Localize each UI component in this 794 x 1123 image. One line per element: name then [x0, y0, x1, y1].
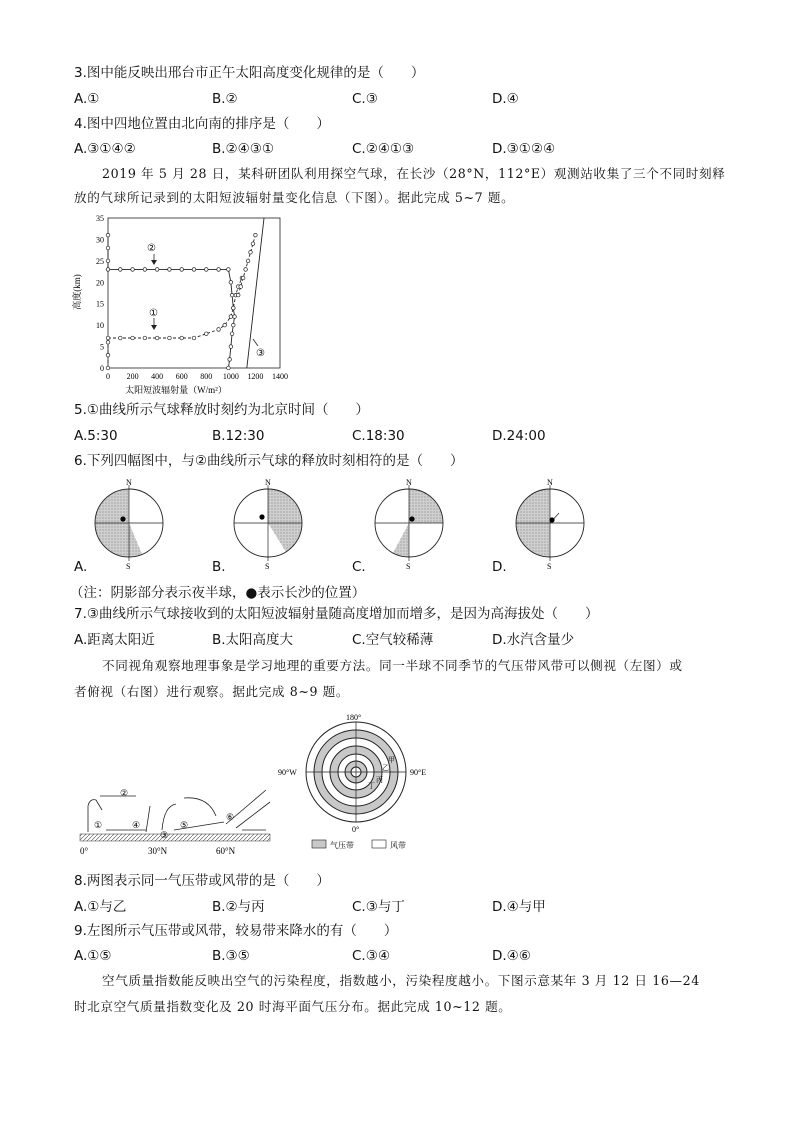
data-point	[106, 340, 110, 344]
data-point	[118, 336, 122, 340]
x-tick-label: 1200	[247, 372, 264, 381]
svg-text:甲: 甲	[388, 756, 395, 764]
svg-text:②: ②	[120, 788, 129, 798]
globe-a[interactable]	[95, 478, 163, 571]
data-point	[227, 268, 231, 272]
q4-option-c[interactable]: C.②④①③	[352, 141, 415, 157]
svg-text:N: N	[126, 478, 132, 487]
q5-option-b[interactable]: B.12:30	[212, 428, 265, 444]
annotation-3	[253, 339, 265, 359]
q3-option-c[interactable]: C.③	[352, 91, 378, 107]
intro2-line2: 者俯视（右图）进行观察。据此完成 8~9 题。	[74, 684, 350, 699]
q3-option-d[interactable]: D.④	[492, 91, 519, 107]
q7-option-c[interactable]: C.空气较稀薄	[352, 632, 434, 648]
q4-option-b[interactable]: B.②④③①	[212, 141, 274, 157]
globe-b[interactable]	[234, 478, 302, 571]
data-point	[254, 233, 258, 237]
data-point	[168, 268, 172, 272]
q6-option-b[interactable]: B.	[212, 559, 226, 575]
data-point	[106, 246, 110, 250]
data-point	[155, 336, 159, 340]
x-tick-label: 200	[126, 372, 139, 381]
svg-text:丙: 丙	[376, 776, 383, 784]
data-point	[118, 268, 122, 272]
q9-option-c[interactable]: C.③④	[352, 948, 390, 964]
q5-option-c[interactable]: C.18:30	[352, 428, 405, 444]
data-point	[217, 268, 221, 272]
q8-option-d[interactable]: D.④与甲	[492, 899, 546, 915]
data-point	[143, 336, 147, 340]
data-point	[106, 336, 110, 340]
data-point	[204, 268, 208, 272]
svg-text:S: S	[265, 562, 270, 571]
y-tick-label: 25	[96, 256, 104, 266]
x-tick-label: 400	[151, 372, 164, 381]
data-point	[204, 332, 208, 336]
data-point	[131, 336, 135, 340]
label-3: ③	[256, 348, 265, 359]
data-point	[106, 366, 110, 370]
q9-option-b[interactable]: B.③⑤	[212, 948, 250, 964]
y-tick-label: 5	[100, 342, 104, 352]
data-point	[230, 293, 234, 297]
svg-text:风带: 风带	[390, 841, 406, 850]
series-line-3	[247, 218, 264, 368]
y-axis-label: 高度(km)	[72, 274, 82, 310]
globe-c[interactable]	[375, 478, 443, 571]
y-tick-label: 0	[100, 364, 104, 373]
q3-option-a[interactable]: A.①	[74, 91, 100, 107]
svg-text:丁: 丁	[368, 782, 375, 790]
intro1-line1: 2019 年 5 月 28 日，某科研团队利用探空气球，在长沙（28°N，112°E）观测站收集了三个不同时刻释	[102, 166, 726, 181]
svg-text:N: N	[406, 478, 412, 487]
data-point	[232, 306, 236, 310]
q9-stem: 9.左图所示气压带或风带，较易带来降水的有（ ）	[74, 923, 398, 939]
svg-text:0°: 0°	[80, 846, 89, 856]
data-point	[106, 353, 110, 357]
data-point	[239, 285, 243, 289]
svg-text:180°: 180°	[346, 713, 362, 722]
x-tick-label: 800	[200, 372, 213, 381]
data-point	[246, 259, 250, 263]
top-view-figure	[276, 712, 446, 862]
q3-stem: 3.图中能反映出邢台市正午太阳高度变化规律的是（ ）	[74, 65, 425, 81]
q7-stem: 7.③曲线所示气球接收到的太阳短波辐射量随高度增加而增多，是因为高海拔处（ ）	[74, 606, 599, 622]
svg-text:气压带: 气压带	[330, 841, 354, 850]
data-point	[217, 328, 221, 332]
data-point	[192, 336, 196, 340]
data-point	[180, 336, 184, 340]
q5-stem: 5.①曲线所示气球释放时刻约为北京时间（ ）	[74, 402, 369, 418]
svg-text:⑥: ⑥	[226, 812, 235, 822]
q9-option-a[interactable]: A.①⑤	[74, 948, 112, 964]
data-point	[192, 268, 196, 272]
data-point	[229, 315, 233, 319]
svg-text:S: S	[406, 562, 411, 571]
q8-option-b[interactable]: B.②与丙	[212, 899, 265, 915]
x-tick-label: 1400	[272, 372, 288, 381]
x-axis-label: 太阳短波辐射量（W/m²）	[125, 385, 227, 395]
svg-text:0°: 0°	[352, 825, 360, 834]
data-point	[228, 358, 232, 362]
svg-text:N: N	[265, 478, 271, 487]
svg-text:N: N	[547, 478, 553, 487]
svg-text:90°E: 90°E	[410, 768, 427, 777]
svg-text:③: ③	[160, 830, 169, 840]
series-line-0	[108, 278, 242, 368]
q8-option-a[interactable]: A.①与乙	[74, 899, 127, 915]
label-2: ②	[147, 243, 156, 254]
y-tick-label: 30	[96, 235, 104, 245]
intro1-line2: 放的气球所记录到的太阳短波辐射量变化信息（下图）。据此完成 5~7 题。	[74, 190, 515, 205]
annotation-1	[149, 308, 158, 330]
q5-option-a[interactable]: A.5:30	[74, 428, 118, 444]
data-point	[236, 293, 240, 297]
y-tick-label: 15	[96, 299, 104, 309]
y-tick-label: 35	[96, 214, 104, 223]
q6-stem: 6.下列四幅图中，与②曲线所示气球的释放时刻相符的是（ ）	[74, 453, 464, 469]
x-tick-label: 0	[106, 372, 110, 381]
q7-option-a[interactable]: A.距离太阳近	[74, 632, 155, 648]
x-tick-label: 600	[175, 372, 188, 381]
q4-option-d[interactable]: D.③①②④	[492, 141, 556, 157]
q8-stem: 8.两图表示同一气压带或风带的是（ ）	[74, 873, 330, 889]
svg-text:S: S	[126, 562, 131, 571]
svg-text:④: ④	[132, 820, 141, 830]
data-point	[223, 323, 227, 327]
intro3-line2: 时北京空气质量指数变化及 20 时海平面气压分布。据此完成 10~12 题。	[74, 999, 512, 1014]
data-point	[180, 268, 184, 272]
svg-text:乙: 乙	[382, 764, 389, 772]
y-tick-label: 20	[96, 278, 104, 288]
data-point	[143, 268, 147, 272]
data-point	[249, 250, 253, 254]
globe-d[interactable]	[516, 478, 584, 571]
data-point	[229, 280, 233, 284]
label-1: ①	[149, 308, 158, 319]
data-point	[106, 233, 110, 237]
x-tick-label: 1000	[222, 372, 239, 381]
svg-text:60°N: 60°N	[216, 846, 236, 856]
intro3-line1: 空气质量指数能反映出空气的污染程度，指数越小，污染程度越小。下图示意某年 3 月 12 日 16—24	[102, 973, 700, 988]
q7-option-d[interactable]: D.水汽含量少	[492, 632, 575, 648]
data-point	[241, 276, 245, 280]
data-point	[106, 268, 110, 272]
y-tick-label: 10	[96, 321, 104, 331]
svg-text:⑤: ⑤	[180, 820, 189, 830]
q6-option-c[interactable]: C.	[352, 559, 366, 575]
svg-text:30°N: 30°N	[148, 846, 168, 856]
data-point	[227, 366, 231, 370]
radiation-altitude-chart	[72, 210, 292, 398]
data-point	[155, 268, 159, 272]
series-line-1	[108, 235, 235, 368]
data-point	[230, 332, 234, 336]
q6-option-a[interactable]: A.	[74, 559, 88, 575]
svg-text:①: ①	[94, 820, 103, 830]
q4-option-a[interactable]: A.③①④②	[74, 141, 136, 157]
q3-option-b[interactable]: B.②	[212, 91, 238, 107]
side-view-figure	[76, 776, 272, 858]
intro2-line1: 不同视角观察地理事象是学习地理的重要方法。同一半球不同季节的气压带风带可以侧视（左图）或	[102, 658, 683, 673]
q6-note: （注：阴影部分表示夜半球，●表示长沙的位置）	[70, 585, 366, 601]
data-point	[233, 315, 237, 319]
data-point	[168, 336, 172, 340]
data-point	[232, 323, 236, 327]
q7-option-b[interactable]: B.太阳高度大	[212, 632, 294, 648]
data-point	[106, 259, 110, 263]
data-point	[229, 345, 233, 349]
q9-option-d[interactable]: D.④⑥	[492, 948, 531, 964]
annotation-2	[147, 243, 157, 265]
svg-text:S: S	[547, 562, 552, 571]
q6-option-d[interactable]: D.	[492, 559, 507, 575]
data-point	[251, 242, 255, 246]
q8-option-c[interactable]: C.③与丁	[352, 899, 405, 915]
svg-text:90°W: 90°W	[278, 768, 297, 777]
data-point	[131, 268, 135, 272]
q5-option-d[interactable]: D.24:00	[492, 428, 546, 444]
data-point	[244, 268, 248, 272]
q4-stem: 4.图中四地位置由北向南的排序是（ ）	[74, 116, 330, 132]
